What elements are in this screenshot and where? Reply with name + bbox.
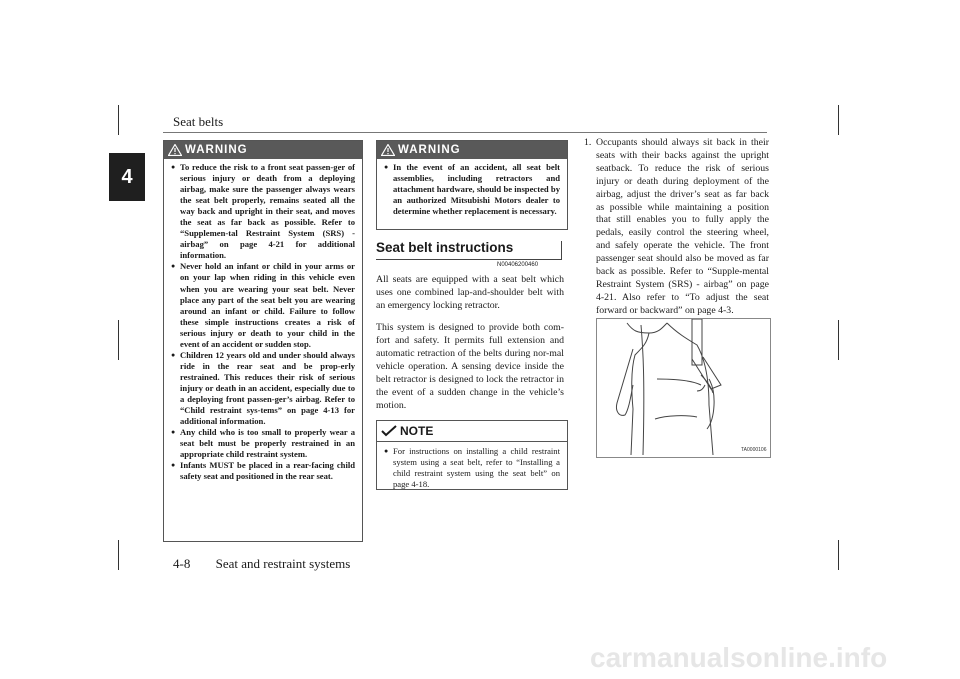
- crop-mark: [838, 320, 839, 360]
- warning-item: ● Infants MUST be placed in a rear-facing child safety seat and positioned in the rear seat.: [171, 460, 355, 482]
- warning-label: WARNING: [398, 144, 461, 156]
- crop-mark: [838, 540, 839, 570]
- section-title: Seat belt instructions: [376, 240, 562, 260]
- warning-item: ● Never hold an infant or child in your arms or on your lap when riding in this vehicle even when you are wearing your seat belt. Never place any part of the seat belt you are wearing around an infant or child. Failure to follow these simple instructions creates a risk of serious injury or death to your child in the event of an accident or sudden stop.: [171, 261, 355, 349]
- note-box: [376, 420, 568, 490]
- crop-mark: [118, 540, 119, 570]
- warning-triangle-icon: [168, 144, 182, 156]
- crop-mark: [118, 105, 119, 135]
- note-list: [377, 442, 567, 494]
- instruction-list: [584, 137, 769, 318]
- note-header: [377, 421, 567, 442]
- paragraph: All seats are equipped with a seat belt which uses one combined lap-and-shoulder belt with an emergency locking retractor.: [376, 274, 564, 311]
- figure-label: TA0000106: [741, 447, 767, 453]
- warning-header: [377, 141, 567, 159]
- person-wearing-seat-belt-illustration: [597, 319, 770, 457]
- chapter-tab: 4: [109, 153, 145, 201]
- warning-item: ● Any child who is too small to properly wear a seat belt must be properly restrained in an appropriate child restraint system.: [171, 427, 355, 460]
- watermark: carmanualsonline.info: [590, 642, 888, 673]
- reference-code: N00406200460: [497, 262, 539, 268]
- page-header-title: Seat belts: [173, 114, 224, 129]
- warning-box-left: [163, 140, 363, 542]
- warning-item: ● To reduce the risk to a front seat passen-ger of serious injury or death from a deploying airbag, make sure the passenger always wears the seat belt properly, remains seated all the way back and upright in their seat, and moves the seat as far back as possible. Refer to “Supplemen-tal Restraint System (SRS) - airbag” on page 4-21 for additional information.: [171, 162, 355, 261]
- warning-label: WARNING: [185, 144, 248, 156]
- pencil-check-icon: [381, 425, 397, 437]
- instruction-item: [584, 137, 769, 318]
- crop-mark: [118, 320, 119, 360]
- paragraph: This system is designed to provide both com-fort and safety. It permits full extension and automatic retraction of the belts during nor-mal vehicle operation. A sensing device inside the belt retractor is designed to lock the retractor in the event of a sudden change in the vehicle’s motion.: [376, 322, 564, 411]
- warning-triangle-icon: [381, 144, 395, 156]
- warning-item: ● Children 12 years old and under should always ride in the rear seat and be prop-erly restrained. This reduces their risk of serious injury or death in an accident, especially due to a deploying front passen-ger’s airbag. Refer to “Child restraint sys-tems” on page 4-13 for additional information.: [171, 350, 355, 427]
- warning-header: [164, 141, 362, 159]
- page-number: 4-8: [173, 556, 191, 571]
- note-item: ● For instructions on installing a child restraint system using a seat belt, refer to “Installing a child restraint system using the seat belt” on page 4-18.: [384, 446, 560, 490]
- warning-list: [164, 159, 362, 486]
- seat-belt-illustration: [596, 318, 771, 458]
- page-footer: [173, 556, 372, 572]
- instruction-text: Occupants should always sit back in their seats with their backs against the upright seatback. To reduce the risk of serious injury or death during deployment of the airbag, adjust the driver’s seat as far back as possible while maintaining a position that still enables you to fully apply the pedals, easily control the steering wheel, and safely operate the vehicle. The front passenger seat should also be moved as far back as possible. Refer to “Supple-mental Restraint System (SRS) - airbag” on page 4-21. Also refer to “To adjust the seat forward or backward” on page 4-3.: [596, 137, 769, 316]
- crop-mark: [838, 105, 839, 135]
- header-divider: [163, 132, 767, 133]
- warning-list: [377, 159, 567, 221]
- warning-box-mid: [376, 140, 568, 230]
- instruction-number: 1.: [584, 137, 592, 148]
- note-label: NOTE: [400, 424, 434, 438]
- warning-item: ● In the event of an accident, all seat belt assemblies, including retractors and attachment hardware, should be inspected by an authorized Mitsubishi Motors dealer to determine whether replacement is necessary.: [384, 162, 560, 217]
- chapter-name: Seat and restraint systems: [215, 556, 351, 571]
